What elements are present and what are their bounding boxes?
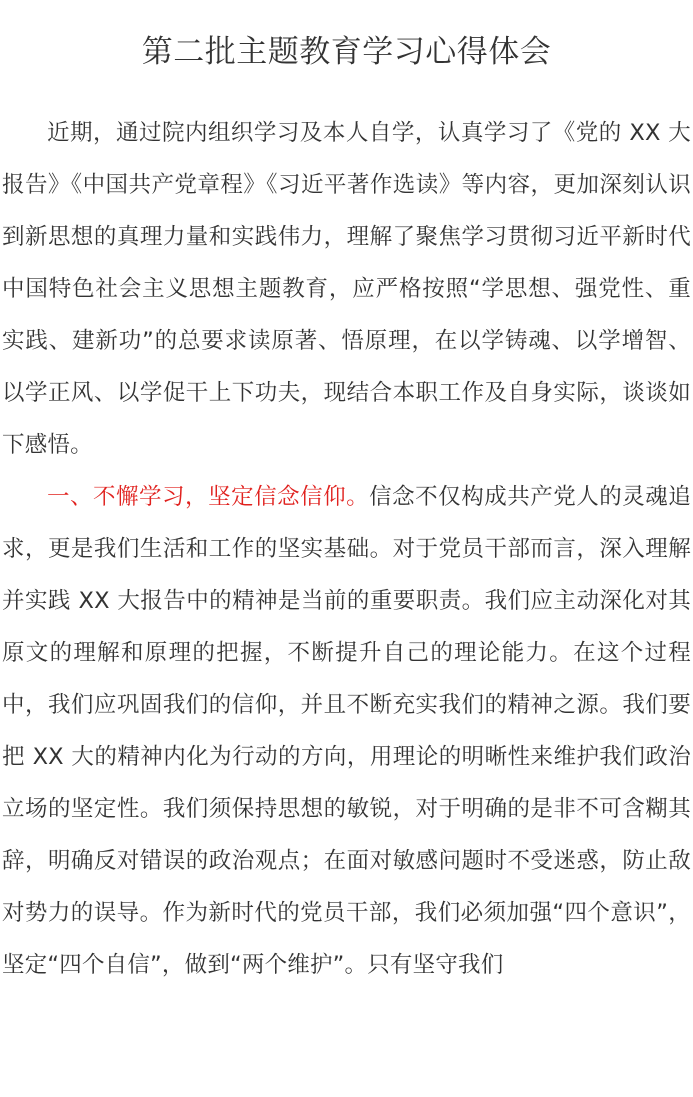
paragraph-intro xyxy=(2,107,691,471)
section-one-heading: 一、不懈学习，坚定信念信仰。 xyxy=(47,484,370,510)
paragraph-intro-text: 近期，通过院内组织学习及本人自学，认真学习了《党的 XX 大报告》《中国共产党章程》《习近平著作选读》等内容，更加深刻认识到新思想的真理力量和实践伟力，理解了聚焦学习贯彻习近平新时代中国特色社会主义思想主题教育，应严格按照“学思想、强党性、重实践、建新功”的总要求读原著、悟原理，在以学铸魂、以学增智、以学正风、以学促干上下功夫，现结合本职工作及自身实际，谈谈如下感悟。 xyxy=(2,120,691,458)
section-one-text: 信念不仅构成共产党人的灵魂追求，更是我们生活和工作的坚实基础。对于党员干部而言，深入理解并实践 XX 大报告中的精神是当前的重要职责。我们应主动深化对其原文的理解和原理的把握，不断提升自己的理论能力。在这个过程中，我们应巩固我们的信仰，并且不断充实我们的精神之源。我们要把 XX 大的精神内化为行动的方向，用理论的明晰性来维护我们政治立场的坚定性。我们须保持思想的敏锐，对于明确的是非不可含糊其辞，明确反对错误的政治观点；在面对敏感问题时不受迷惑，防止敌对势力的误导。作为新时代的党员干部，我们必须加强“四个意识”，坚定“四个自信”，做到“两个维护”。只有坚守我们 xyxy=(2,484,691,978)
paragraph-section-one xyxy=(2,471,691,991)
document-body xyxy=(2,107,691,991)
document-title: 第二批主题教育学习心得体会 xyxy=(141,34,552,70)
